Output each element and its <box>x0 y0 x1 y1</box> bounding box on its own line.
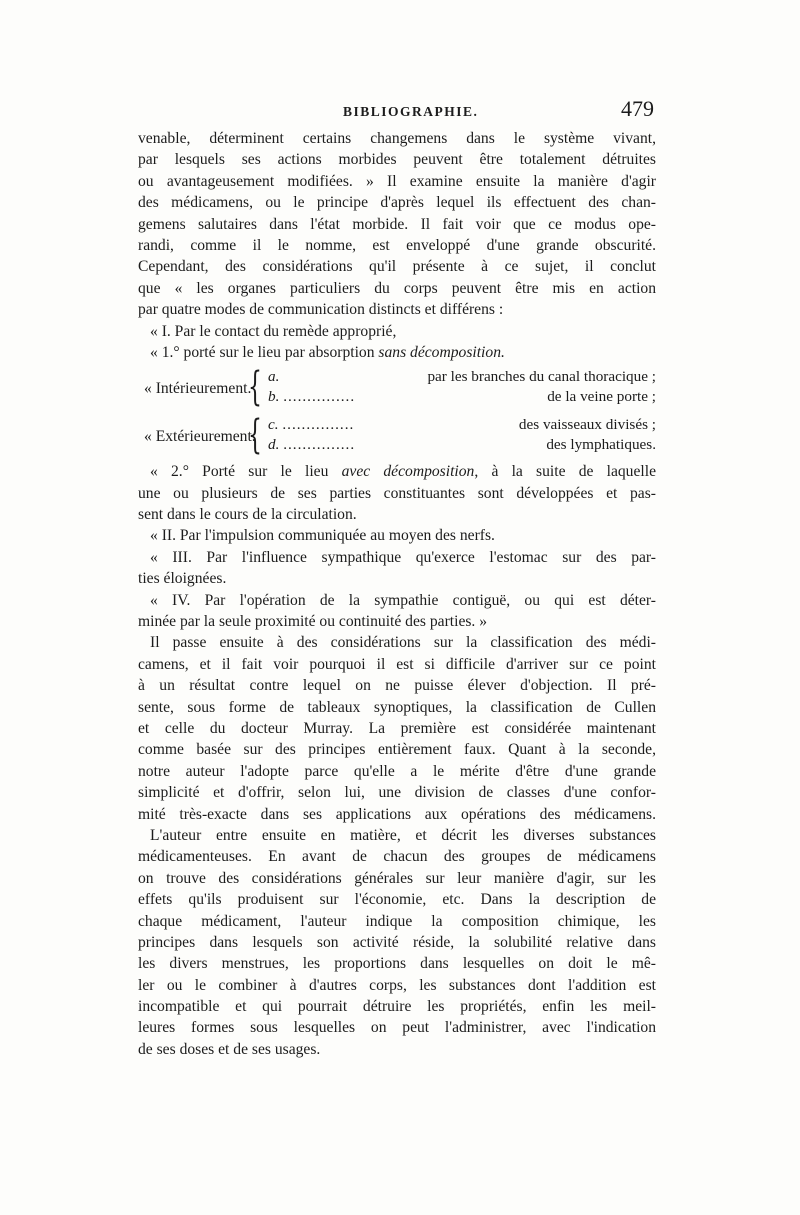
row-key: d. <box>268 436 280 454</box>
row-dots: ............... <box>283 436 356 454</box>
list-row-d <box>268 435 656 455</box>
text-line: comme basée sur des principes entièrement faux. Quant à la seconde, <box>138 741 656 759</box>
interieurement-label: « Intérieurement. <box>144 380 252 398</box>
text-line: sente, sous forme de tableaux synoptiques, la classification de Cullen <box>138 698 656 716</box>
text-line: L'auteur entre ensuite en matière, et décrit les diverses substances <box>150 826 656 844</box>
text-line: mité très-exacte dans ses applications aux opérations des médicamens. <box>138 805 656 823</box>
text-line: à un résultat contre lequel on ne puisse élever d'objection. Il pré- <box>138 677 656 695</box>
row-text: des lymphatiques. <box>546 436 656 454</box>
row-key: a. <box>268 368 280 386</box>
item-i-1 <box>138 342 656 363</box>
text-line: notre auteur l'adopte parce qu'elle a le mérite d'être d'une grande <box>138 762 656 780</box>
item-i: « I. Par le contact du remède approprié, <box>150 322 397 340</box>
text-line: chaque médicament, l'auteur indique la composition chimique, les <box>138 912 656 930</box>
row-text: de la veine porte ; <box>547 388 656 406</box>
text-line: simplicité et d'offrir, selon lui, une division de classes d'une confor- <box>138 784 656 802</box>
text-line: Cependant, des considérations qu'il présente à ce sujet, il conclut <box>138 258 656 276</box>
text-line: ou avantageusement modifiées. » Il examine ensuite la manière d'agir <box>138 172 656 190</box>
text-line: les divers menstrues, les proportions dans lesquelles on doit le mê- <box>138 955 656 973</box>
text-line: incompatible et qui pourrait détruire les propriétés, enfin les meil- <box>138 998 656 1016</box>
text-line: médicamenteuses. En avant de chacun des groupes de médicamens <box>138 848 656 866</box>
row-key: c. <box>268 416 279 434</box>
row-key: b. <box>268 388 280 406</box>
text-line: minée par la seule proximité ou continuité des parties. » <box>138 613 488 631</box>
item-iii: « III. Par l'influence sympathique qu'exerce l'estomac sur des par- <box>150 548 656 566</box>
item-i-2-text-b: , à la suite de laquelle <box>474 463 656 481</box>
running-title: BIBLIOGRAPHIE. <box>343 104 479 119</box>
text-line: et celle du docteur Murray. La première est considérée maintenant <box>138 719 656 737</box>
row-text: par les branches du canal thoracique ; <box>427 368 656 386</box>
text-line: ties éloignées. <box>138 570 227 588</box>
text-line: randi, comme il le nomme, est enveloppé d'une grande obscurité. <box>138 236 656 254</box>
paragraph-1 <box>138 128 656 321</box>
list-row-a <box>268 367 656 387</box>
brace-icon: { <box>248 412 262 459</box>
page-body <box>138 128 656 1060</box>
text-line: camens, et il fait voir pourquoi il est si difficile d'arriver sur ce point <box>138 655 656 673</box>
exterieurement-label: « Extérieurement. <box>144 428 256 446</box>
row-dots: ............... <box>282 416 355 434</box>
text-line: sent dans le cours de la circulation. <box>138 506 357 524</box>
text-line: Il passe ensuite à des considérations sur la classification des médi- <box>150 634 656 652</box>
exterieurement-block <box>138 412 656 459</box>
item-i-2-text-a: « 2.° Porté sur le lieu <box>150 463 329 481</box>
item-i-2 <box>138 461 656 482</box>
brace-icon: { <box>248 364 262 411</box>
text-line: principes dans lesquels son activité réside, la solubilité relative dans <box>138 933 656 951</box>
item-iv: « IV. Par l'opération de la sympathie contiguë, ou qui est déter- <box>150 591 656 609</box>
text-line: par quatre modes de communication distincts et différens : <box>138 301 504 319</box>
text-line: leures formes sous lesquelles on peut l'administrer, avec l'indication <box>138 1019 656 1037</box>
item-ii: « II. Par l'impulsion communiquée au moyen des nerfs. <box>150 527 495 545</box>
text-line: venable, déterminent certains changemens dans le système vivant, <box>138 130 656 147</box>
text-line: que « les organes particuliers du corps peuvent être mis en action <box>138 279 656 297</box>
text-line: des médicamens, ou le principe d'après lequel ils effectuent des chan- <box>138 194 656 212</box>
interieurement-block <box>138 364 656 411</box>
text-line: effets qu'ils produisent sur l'économie, etc. Dans la description de <box>138 891 656 909</box>
row-dots: ............... <box>283 388 356 406</box>
text-line: une ou plusieurs de ses parties constituantes sont développées et pas- <box>138 484 656 502</box>
text-line: par lesquels ses actions morbides peuvent être totalement détruites <box>138 151 656 169</box>
text-line: gemens salutaires dans l'état morbide. Il fait voir que ce modus ope- <box>138 215 656 233</box>
paragraph-3 <box>138 825 656 1060</box>
text-line: on trouve des considérations générales sur leur manière d'agir, sur les <box>138 869 656 887</box>
list-row-c <box>268 415 656 435</box>
page-header <box>138 98 656 128</box>
row-text: des vaisseaux divisés ; <box>518 416 656 434</box>
text-line: ler ou le combiner à d'autres corps, les substances dont l'addition est <box>138 976 656 994</box>
item-i-2-italic: avec décomposition <box>341 463 475 481</box>
text-line: de ses doses et de ses usages. <box>138 1040 321 1058</box>
item-i-1-text: « 1.° porté sur le lieu par absorption <box>150 343 375 361</box>
item-i-1-italic: sans décomposition. <box>378 343 505 361</box>
list-row-b <box>268 387 656 407</box>
page-number: 479 <box>621 96 654 121</box>
paragraph-2 <box>138 632 656 825</box>
